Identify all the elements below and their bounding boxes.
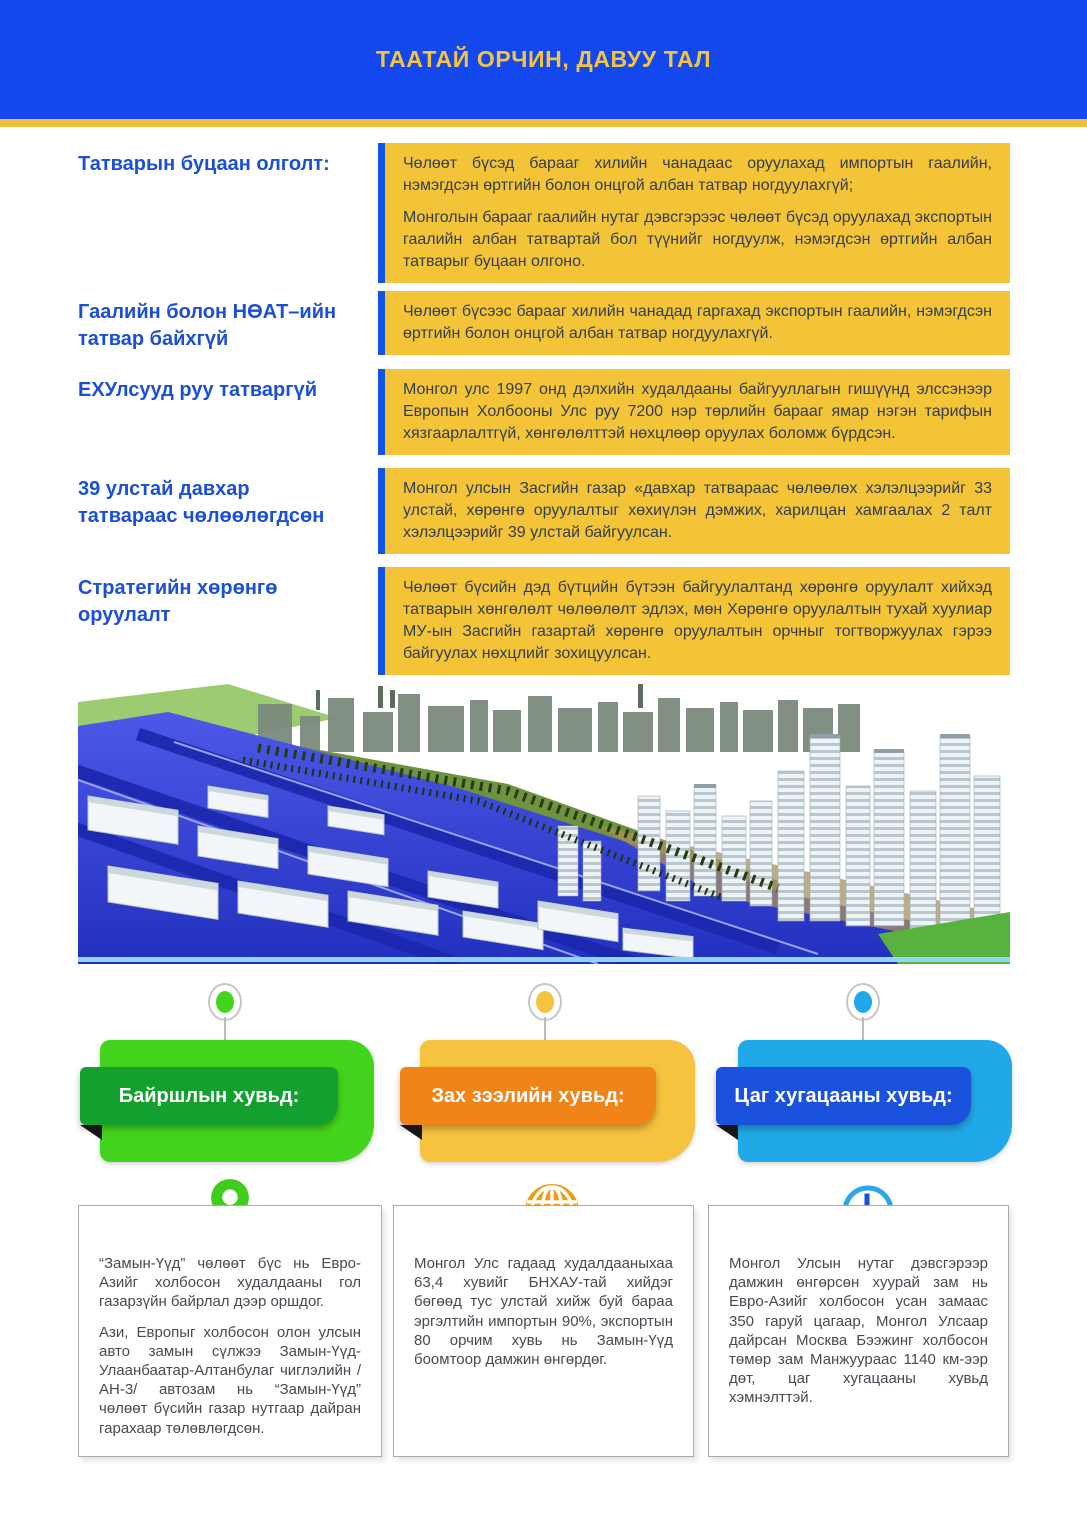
location-node-circle	[208, 983, 242, 1021]
connector-line	[224, 1017, 226, 1041]
info-paragraph: “Замын-Үүд” чөлөөт бүс нь Евро-Азийг холбосон худалдааны гол газарзүйн байрлал дээр оршдог.	[99, 1255, 361, 1311]
time-node-circle	[846, 983, 880, 1021]
section-text-box	[378, 143, 1010, 283]
connector-line	[862, 1017, 864, 1041]
section-text-box	[378, 468, 1010, 554]
ribbon-fold	[400, 1125, 422, 1140]
market-info-box	[393, 1205, 694, 1457]
market-node-circle	[528, 983, 562, 1021]
info-paragraph: Монгол Улс гадаад худалдааныхаа 63,4 хувийг БНХАУ-тай хийдэг бөгөөд тус улстай хийж буй бараа эргэлтийн импортын 90%, экспортын 80 орчим хувь нь Замын-Үүд боомтоор дамжин өнгөрдөг.	[414, 1255, 673, 1368]
section-paragraph: Чөлөөт бүсэд барааг хилийн чанадаас оруулахад импортын гаалийн, нэмэгдсэн өртгийн болон онцгой албан татвар ногдуулахгүй;	[403, 155, 992, 195]
ribbon-fold	[80, 1125, 102, 1140]
section-text-box	[378, 291, 1010, 355]
location-info-box	[78, 1205, 382, 1457]
info-paragraph: Ази, Европыг холбосон олон улсын авто замын сүлжээ Замын-Үүд-Улаанбаатар-Алтанбулаг чиглэлийн /АН-3/ автозам нь “Замын-Үүд” чөлөөт бүсийн газар нутгаар дайран гарахаар төлөвлөгдсөн.	[99, 1323, 361, 1437]
section-paragraph: Монгол улс 1997 онд дэлхийн худалдааны байгууллагын гишүүнд элссэнээр Европын Холбооны Улс руу 7200 нэр төрлийн барааг ямар нэгэн тарифын хязгаарлалтгүй, хөнгөлөлттэй нөхцлөөр оруулах боломж бүрдсэн.	[403, 381, 992, 443]
city-render-image	[78, 676, 1010, 964]
advantages-infographic	[0, 975, 1087, 1536]
section-text-box	[378, 369, 1010, 455]
section-paragraph: Монголын барааг гаалийн нутаг дэвсгэрээс чөлөөт бүсэд оруулахад экспортын гаалийн албан татвартай бол түүнийг ногдуулж, нэмэгдсэн өртгийн албан татварыг буцаан олгоно.	[403, 209, 992, 271]
info-paragraph: Монгол Улсын нутаг дэвсгэрээр дамжин өнгөрсөн хуурай зам нь Евро-Азийг холбосон усан замаас 350 гаруй цагаар, Монгол Улсаар дайрсан Москва Бээжинг холбосон төмөр зам Манжуураас 1140 км-ээр дөт, цаг хугацааны хувьд хэмнэлттэй.	[729, 1255, 988, 1407]
time-ribbon-label: Цаг хугацааны хувьд:	[734, 1084, 953, 1107]
section-paragraph: Чөлөөт бүсийн дэд бүтцийн бүтээн байгуулалтанд хөрөнгө оруулалт хийхэд татварын хөнгөлөлт чөлөөлөлт эдлэх, мөн Хөрөнгө оруулалтын тухай хуулиар МУ-ын Засгийн газартай хөрөнгө оруулалтын орчныг тогтворжуулах гэрээ байгуулах нөхцлийг зохицуулсан.	[403, 579, 992, 663]
location-ribbon	[80, 1067, 338, 1125]
time-ribbon	[716, 1067, 971, 1125]
section-paragraph: Чөлөөт бүсээс барааг хилийн чанадад гаргахад экспортын гаалийн, нэмэгдсэн өртгийн болон онцгой албан татвар ногдуулахгүй.	[403, 303, 992, 343]
section-eu-tariff-free	[78, 369, 1010, 455]
header-band	[0, 0, 1087, 119]
ribbon-fold	[716, 1125, 738, 1140]
section-heading: 39 улстай давхар татвараас чөлөөлөгдсөн	[78, 478, 325, 527]
section-double-tax	[78, 468, 1010, 554]
section-heading: Татварын буцаан олголт:	[78, 153, 330, 175]
connector-line	[544, 1017, 546, 1041]
section-strategic-investment	[78, 567, 1010, 675]
market-ribbon-label: Зах зээлийн хувьд:	[431, 1084, 625, 1107]
section-heading: ЕХУлсууд руу татваргүй	[78, 379, 318, 401]
market-ribbon	[400, 1067, 656, 1125]
location-ribbon-label: Байршлын хувьд:	[118, 1084, 300, 1107]
section-no-vat	[78, 291, 1010, 355]
section-heading: Стратегийн хөрөнгө оруулалт	[78, 577, 278, 626]
time-info-box	[708, 1205, 1009, 1457]
section-heading: Гаалийн болон НӨАТ–ийн татвар байхгүй	[78, 301, 337, 350]
page-title: ТААТАЙ ОРЧИН, ДАВУУ ТАЛ	[375, 46, 712, 72]
section-text-box	[378, 567, 1010, 675]
section-tax-refund	[78, 143, 1010, 283]
section-paragraph: Монгол улсын Засгийн газар «давхар татвараас чөлөөлөх хэлэлцээрийг 33 улстай, хөрөнгө оруулалтыг хөхиүлэн дэмжих, харилцан хамгаалах 2 талт хэлэлцээрийг 39 улстай байгуулсан.	[403, 480, 992, 542]
header-accent-stripe	[0, 119, 1087, 127]
